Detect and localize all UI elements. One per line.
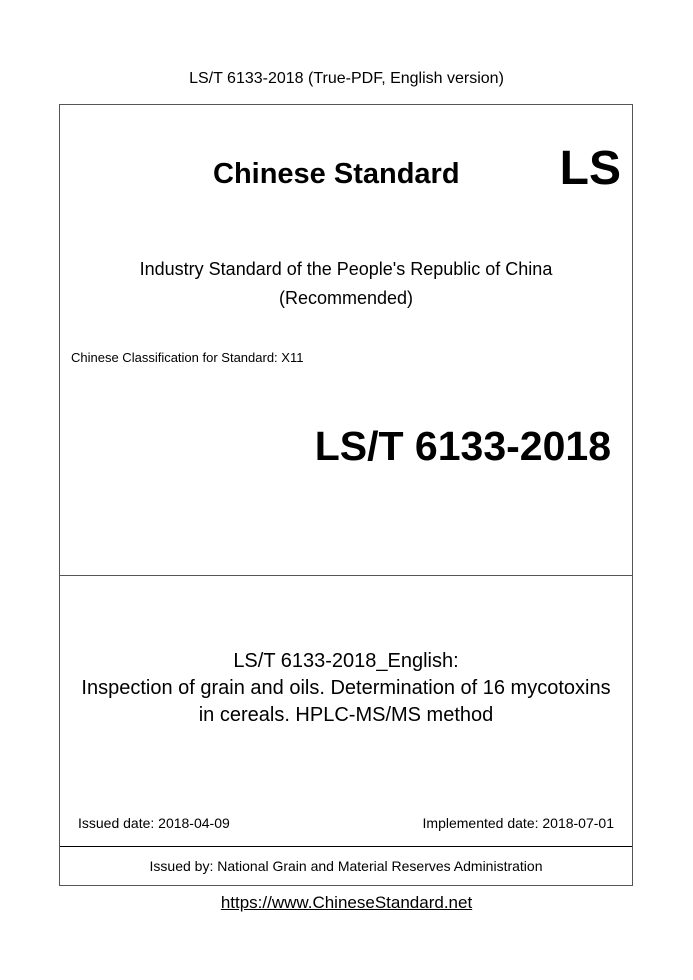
industry-standard-line: Industry Standard of the People's Republic of China [139,259,553,279]
recommended-line: (Recommended) [278,288,414,308]
website-link[interactable]: https://www.ChineseStandard.net [220,893,473,912]
cover-frame [59,104,633,886]
document-header: LS/T 6133-2018 (True-PDF, English version) [189,70,504,87]
section-divider [60,575,632,576]
classification-text: Chinese Classification for Standard: X11 [71,350,304,365]
title-line: in cereals. HPLC-MS/MS method [198,704,494,726]
footer-divider [60,846,632,847]
standard-title [60,648,632,729]
cover-heading: Chinese Standard [213,158,460,190]
title-line: Inspection of grain and oils. Determination of 16 mycotoxins [81,677,611,699]
implemented-date: Implemented date: 2018-07-01 [422,815,614,831]
issued-date: Issued date: 2018-04-09 [78,815,230,831]
title-line: LS/T 6133-2018_English: [233,650,459,672]
standard-mark: LS [559,142,621,195]
standard-code: LS/T 6133-2018 [314,423,611,469]
issued-by: Issued by: National Grain and Material Reserves Administration [149,858,543,874]
